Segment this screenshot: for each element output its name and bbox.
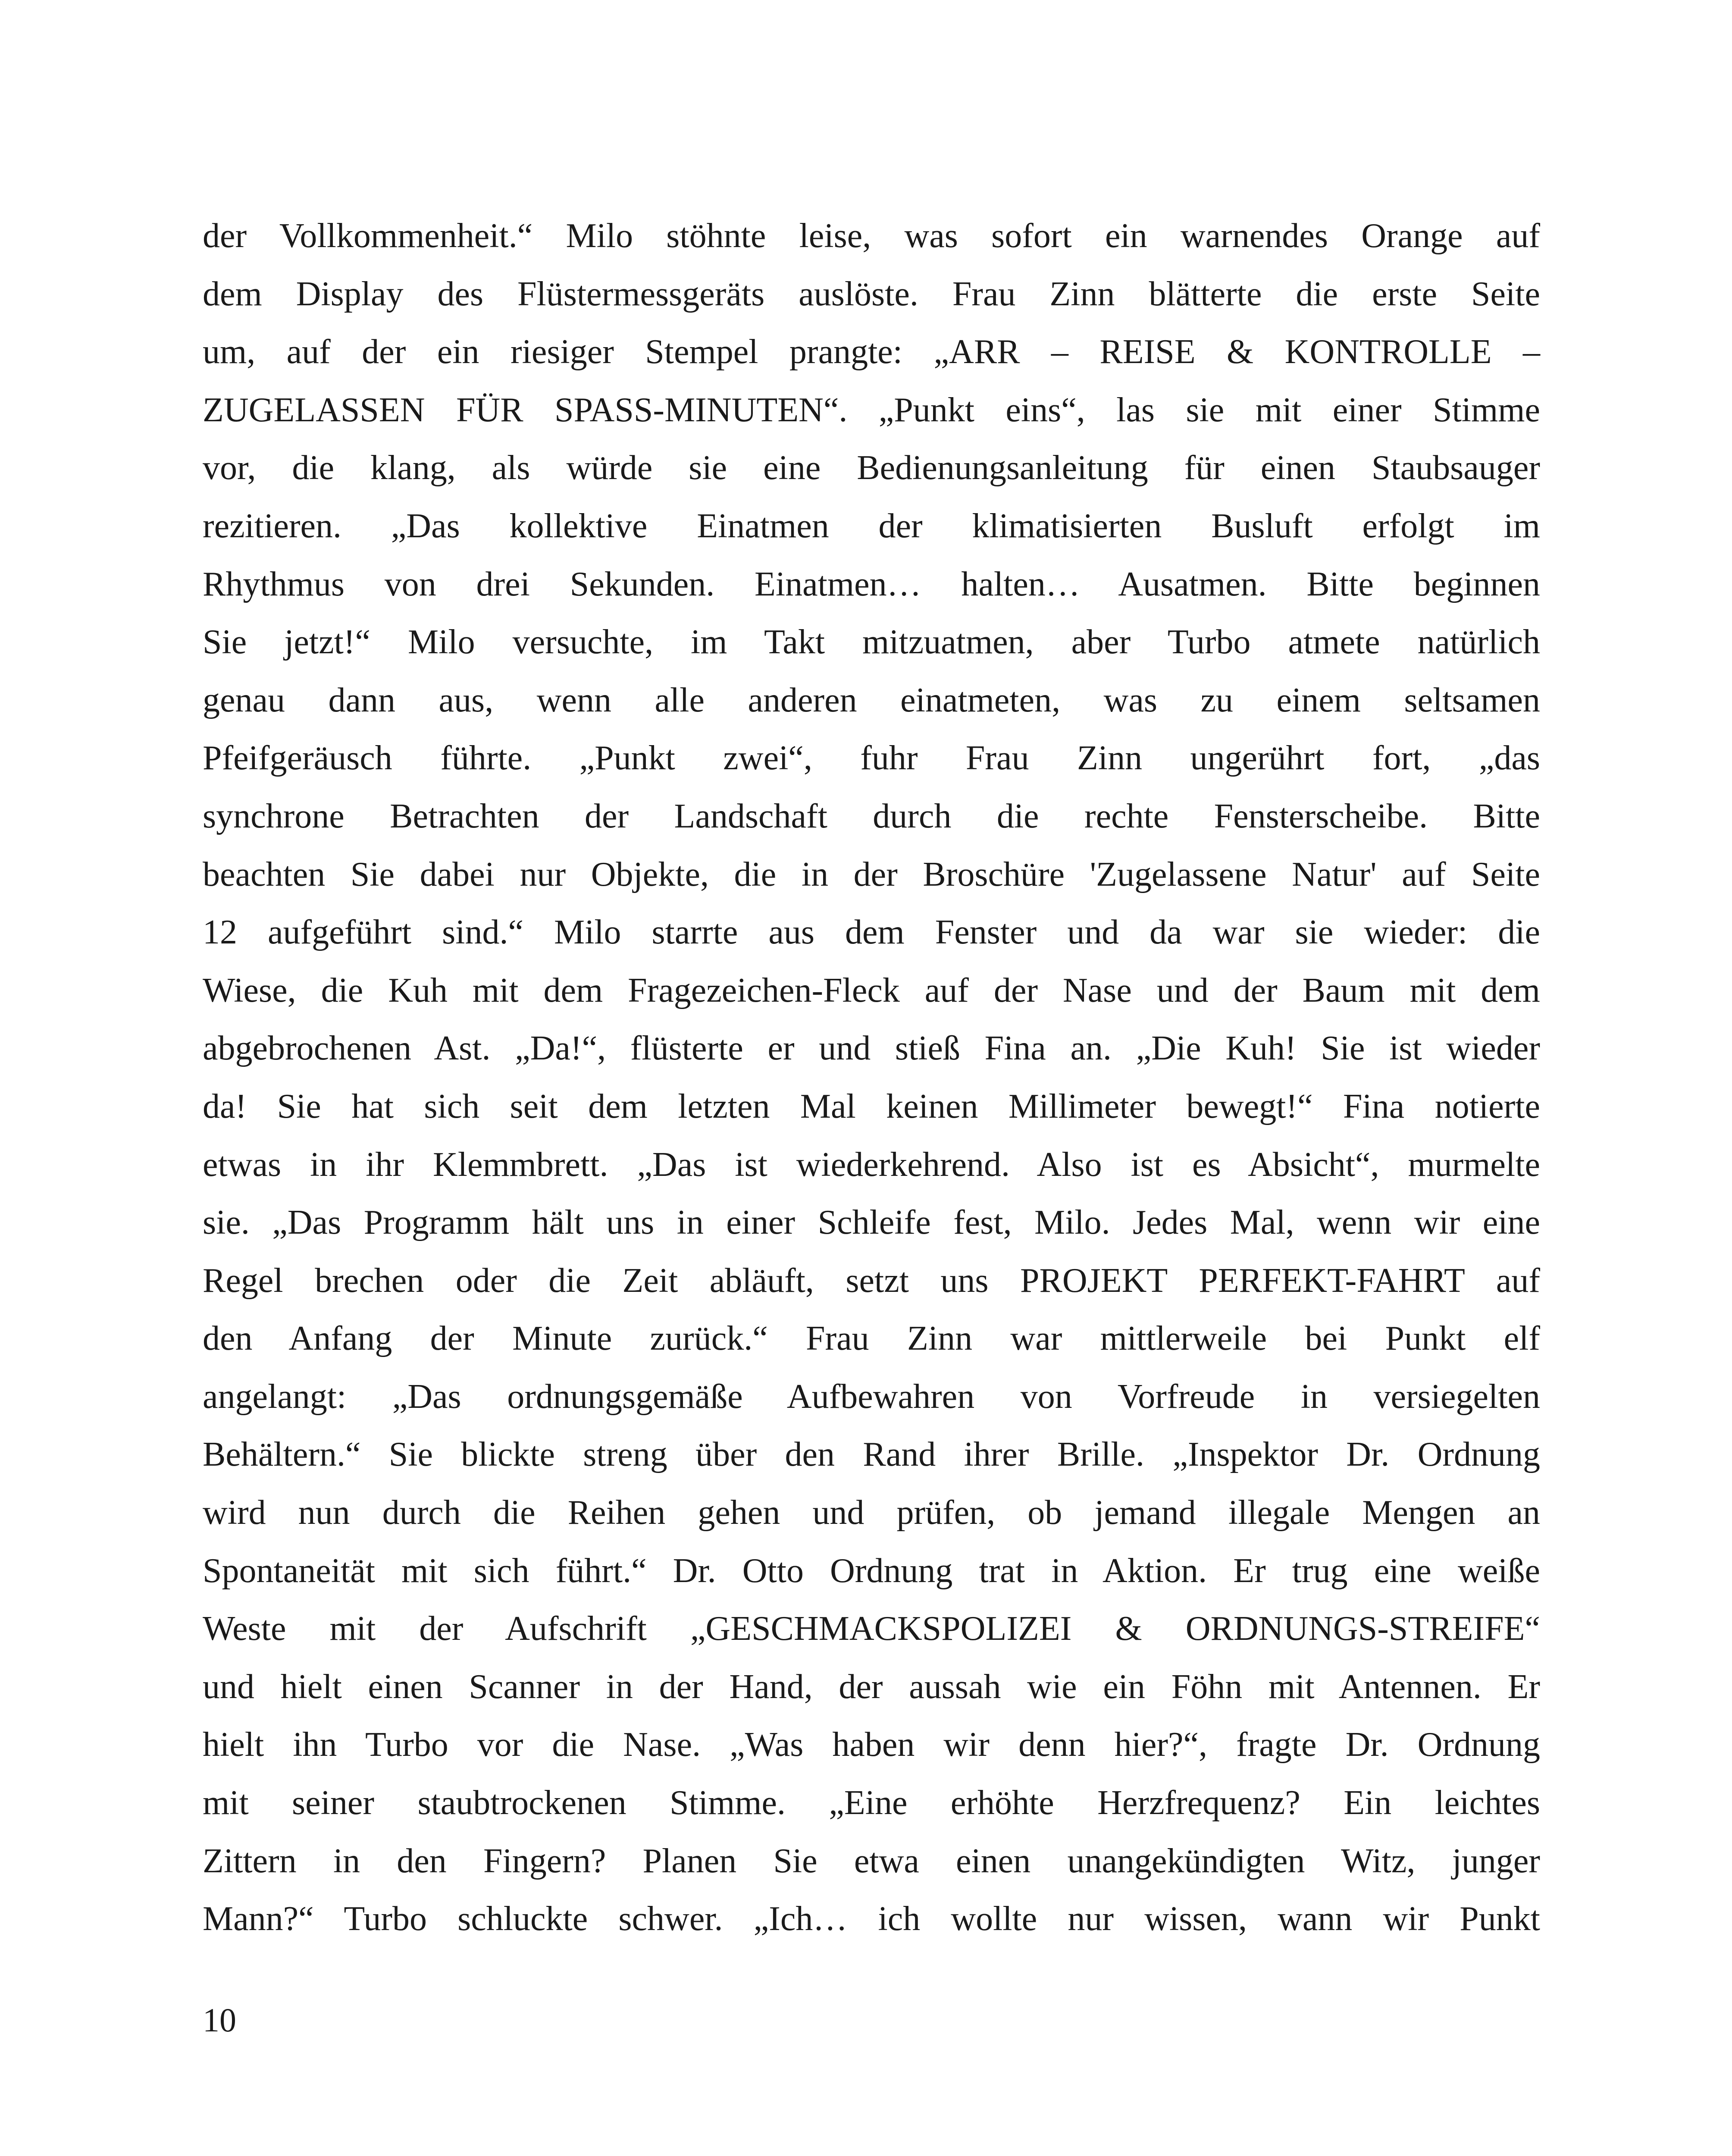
text-line: Rhythmus von drei Sekunden. Einatmen… halten… Ausatmen. Bitte beginnen [203,565,1540,603]
text-line: Mann?“ Turbo schluckte schwer. „Ich… ich wollte nur wissen, wann wir Punkt [203,1900,1540,1938]
text-line: vor, die klang, als würde sie eine Bedienungsanleitung für einen Staubsauger [203,449,1540,487]
text-line: angelangt: „Das ordnungsgemäße Aufbewahren von Vorfreude in versiegelten [203,1377,1540,1416]
text-line: hielt ihn Turbo vor die Nase. „Was haben wir denn hier?“, fragte Dr. Ordnung [203,1726,1540,1764]
text-line: der Vollkommenheit.“ Milo stöhnte leise, was sofort ein warnendes Orange auf [203,217,1540,255]
text-line: etwas in ihr Klemmbrett. „Das ist wiederkehrend. Also ist es Absicht“, murmelte [203,1145,1540,1184]
text-line: Spontaneität mit sich führt.“ Dr. Otto Ordnung trat in Aktion. Er trug eine weiße [203,1551,1540,1590]
text-line: beachten Sie dabei nur Objekte, die in der Broschüre 'Zugelassene Natur' auf Seite [203,855,1540,893]
text-line: Sie jetzt!“ Milo versuchte, im Takt mitzuatmen, aber Turbo atmete natürlich [203,623,1540,661]
text-line: abgebrochenen Ast. „Da!“, flüsterte er und stieß Fina an. „Die Kuh! Sie ist wieder [203,1029,1540,1068]
text-line: den Anfang der Minute zurück.“ Frau Zinn war mittlerweile bei Punkt elf [203,1319,1540,1358]
text-line: rezitieren. „Das kollektive Einatmen der klimatisierten Busluft erfolgt im [203,507,1540,545]
text-line: um, auf der ein riesiger Stempel prangte: „ARR – REISE & KONTROLLE – [203,333,1540,371]
text-line: 12 aufgeführt sind.“ Milo starrte aus dem Fenster und da war sie wieder: die [203,913,1540,952]
text-line: synchrone Betrachten der Landschaft durch die rechte Fensterscheibe. Bitte [203,797,1540,835]
text-line: Wiese, die Kuh mit dem Fragezeichen-Fleck auf der Nase und der Baum mit dem [203,971,1540,1009]
text-line: mit seiner staubtrockenen Stimme. „Eine erhöhte Herzfrequenz? Ein leichtes [203,1784,1540,1822]
text-line: Pfeifgeräusch führte. „Punkt zwei“, fuhr Frau Zinn ungerührt fort, „das [203,739,1540,777]
page-number: 10 [203,2001,236,2039]
text-line: genau dann aus, wenn alle anderen einatmeten, was zu einem seltsamen [203,681,1540,719]
text-line: sie. „Das Programm hält uns in einer Schleife fest, Milo. Jedes Mal, wenn wir eine [203,1203,1540,1242]
text-line: ZUGELASSEN FÜR SPASS-MINUTEN“. „Punkt eins“, las sie mit einer Stimme [203,391,1540,429]
text-line: wird nun durch die Reihen gehen und prüfen, ob jemand illegale Mengen an [203,1494,1540,1532]
text-line: Zittern in den Fingern? Planen Sie etwa einen unangekündigten Witz, junger [203,1842,1540,1880]
text-line: da! Sie hat sich seit dem letzten Mal keinen Millimeter bewegt!“ Fina notierte [203,1087,1540,1125]
text-line: dem Display des Flüstermessgeräts auslöste. Frau Zinn blätterte die erste Seite [203,275,1540,313]
text-line: Regel brechen oder die Zeit abläuft, setzt uns PROJEKT PERFEKT-FAHRT auf [203,1261,1540,1300]
text-line: und hielt einen Scanner in der Hand, der aussah wie ein Föhn mit Antennen. Er [203,1667,1540,1706]
body-text [203,207,1540,1948]
text-line: Behältern.“ Sie blickte streng über den Rand ihrer Brille. „Inspektor Dr. Ordnung [203,1435,1540,1474]
text-line: Weste mit der Aufschrift „GESCHMACKSPOLIZEI & ORDNUNGS-STREIFE“ [203,1610,1540,1648]
